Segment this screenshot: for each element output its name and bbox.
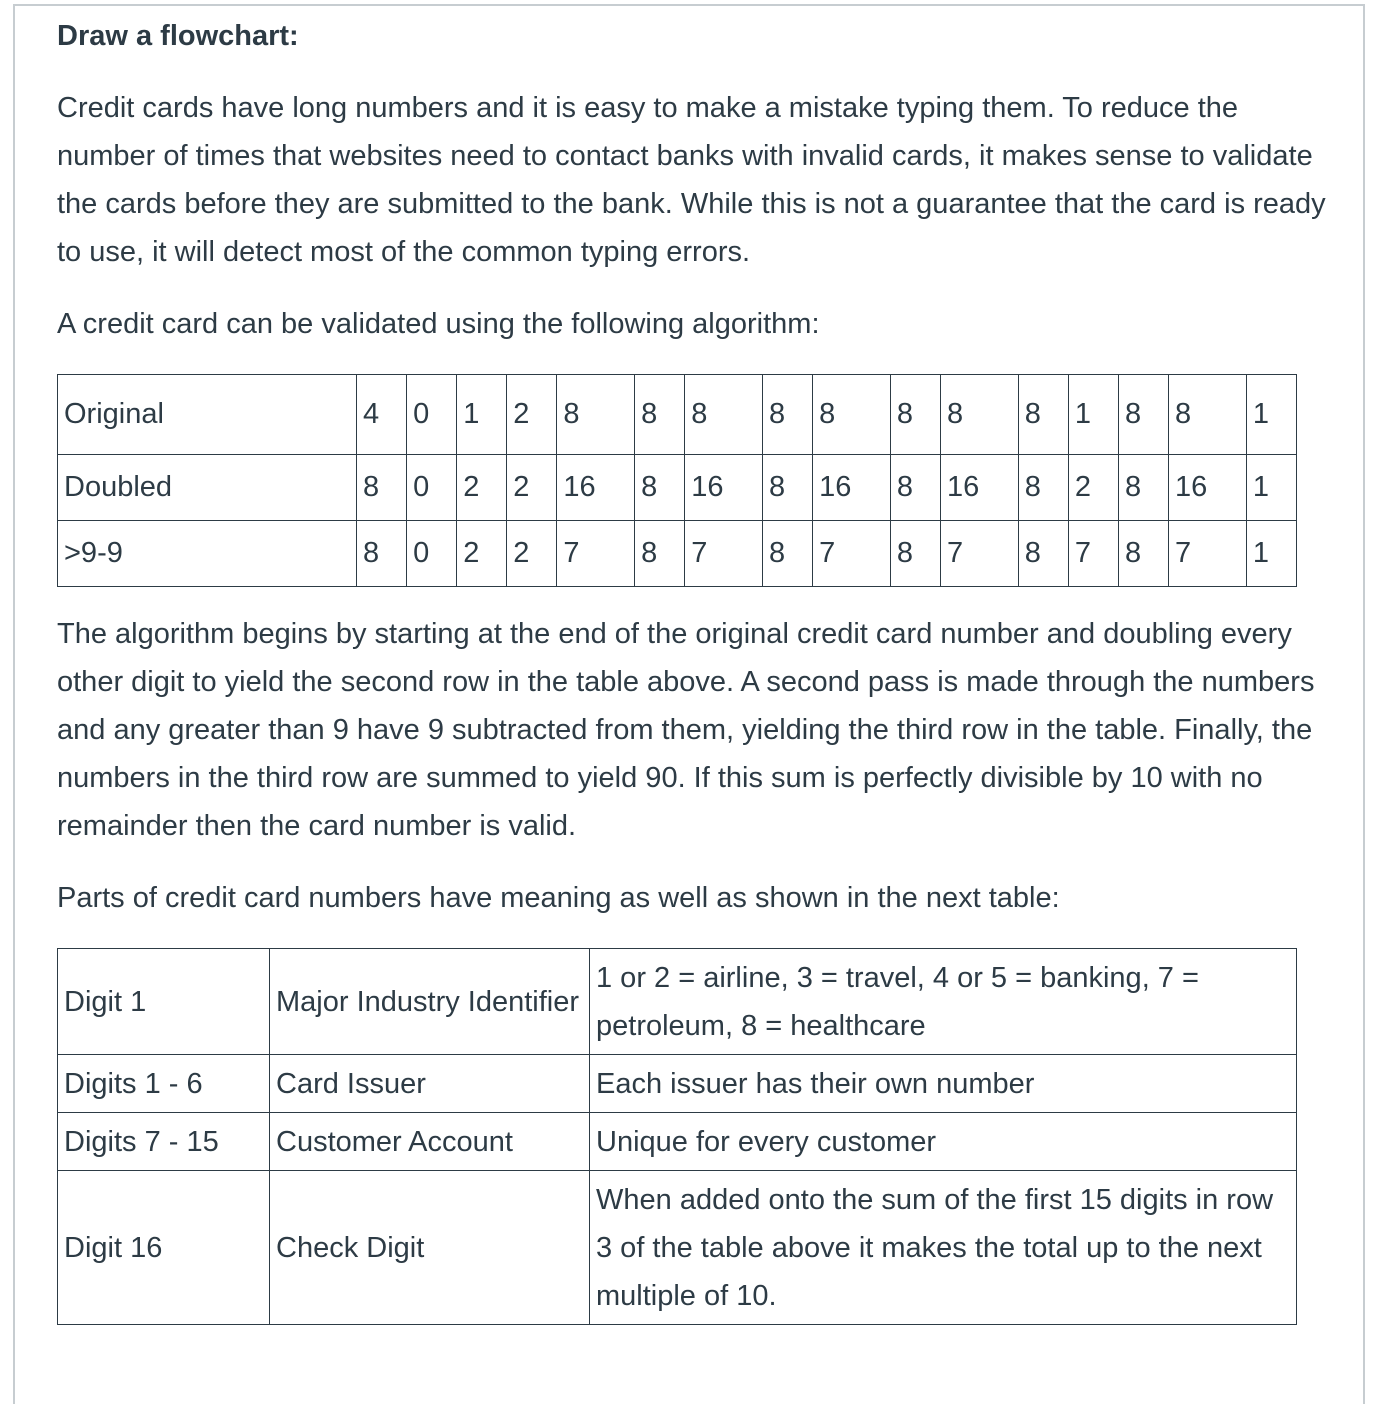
table-cell: 8 [890,455,940,521]
table-cell: 7 [685,521,763,587]
table-cell: 1 [1246,521,1296,587]
meaning-cell: Unique for every customer [590,1113,1297,1171]
table-cell: 8 [1118,521,1168,587]
part-name-cell: Major Industry Identifier [270,949,590,1055]
table-row [58,1055,1297,1113]
row-label: Original [58,375,357,455]
table-row [58,949,1297,1055]
card-parts-table [57,948,1297,1325]
table-cell: 8 [813,375,891,455]
part-name-cell: Card Issuer [270,1055,590,1113]
table-cell: 8 [557,375,635,455]
table-cell: 8 [763,375,813,455]
table-cell: 1 [457,375,507,455]
table-cell: 0 [407,375,457,455]
digits-cell: Digits 7 - 15 [58,1113,270,1171]
table-cell: 8 [1018,375,1068,455]
table-cell: 16 [685,455,763,521]
table-row [58,1171,1297,1325]
page-title: Draw a flowchart: [57,20,299,52]
table-cell: 8 [635,455,685,521]
table-cell: 7 [940,521,1018,587]
table-cell: 2 [457,455,507,521]
table-cell: 2 [457,521,507,587]
digits-cell: Digits 1 - 6 [58,1055,270,1113]
meaning-cell: Each issuer has their own number [590,1055,1297,1113]
table-cell: 2 [507,455,557,521]
table-cell: 1 [1246,455,1296,521]
table-cell: 16 [940,455,1018,521]
table-cell: 2 [507,375,557,455]
table-row [58,455,1297,521]
table-cell: 8 [1018,521,1068,587]
row-label: >9-9 [58,521,357,587]
table-cell: 8 [635,521,685,587]
table-row [58,375,1297,455]
parts-lead-paragraph: Parts of credit card numbers have meaning as well as shown in the next table: [57,882,1060,914]
table-cell: 8 [635,375,685,455]
table-cell: 8 [357,521,407,587]
meaning-cell: 1 or 2 = airline, 3 = travel, 4 or 5 = banking, 7 = petroleum, 8 = healthcare [590,949,1297,1055]
table-cell: 7 [1169,521,1247,587]
card-validation-table [57,374,1297,587]
table-cell: 0 [407,521,457,587]
table-cell: 8 [1018,455,1068,521]
meaning-cell: When added onto the sum of the first 15 digits in row 3 of the table above it makes the total up to the next multiple of 10. [590,1171,1297,1325]
digits-cell: Digit 16 [58,1171,270,1325]
table-cell: 16 [557,455,635,521]
row-label: Doubled [58,455,357,521]
table-cell: 8 [1118,455,1168,521]
intro-paragraph: Credit cards have long numbers and it is easy to make a mistake typing them. To reduce the number of times that websites need to contact banks with invalid cards, it makes sense to validate the cards before they are submitted to the bank. While this is not a guarantee that the card is ready to use, it will detect most of the common typing errors. [57,92,1326,268]
table-cell: 4 [357,375,407,455]
table-cell: 2 [507,521,557,587]
part-name-cell: Check Digit [270,1171,590,1325]
table-cell: 7 [1068,521,1118,587]
table-cell: 8 [890,375,940,455]
part-name-cell: Customer Account [270,1113,590,1171]
table-row [58,1113,1297,1171]
table-cell: 8 [1169,375,1247,455]
table-cell: 8 [940,375,1018,455]
table-cell: 16 [1169,455,1247,521]
table-cell: 8 [890,521,940,587]
table-cell: 1 [1246,375,1296,455]
table-cell: 2 [1068,455,1118,521]
table-cell: 1 [1068,375,1118,455]
table-cell: 8 [685,375,763,455]
table-cell: 16 [813,455,891,521]
table-cell: 8 [763,521,813,587]
algorithm-lead-paragraph: A credit card can be validated using the following algorithm: [57,308,820,340]
table-cell: 7 [813,521,891,587]
table-cell: 8 [1118,375,1168,455]
table-cell: 0 [407,455,457,521]
digits-cell: Digit 1 [58,949,270,1055]
table-cell: 7 [557,521,635,587]
table-cell: 8 [763,455,813,521]
table-cell: 8 [357,455,407,521]
explanation-paragraph: The algorithm begins by starting at the end of the original credit card number and doubling every other digit to yield the second row in the table above. A second pass is made through the numbers and any greater than 9 have 9 subtracted from them, yielding the third row in the table. Finally, the numbers in the third row are summed to yield 90. If this sum is perfectly divisible by 10 with no remainder then the card number is valid. [57,618,1315,842]
table-row [58,521,1297,587]
